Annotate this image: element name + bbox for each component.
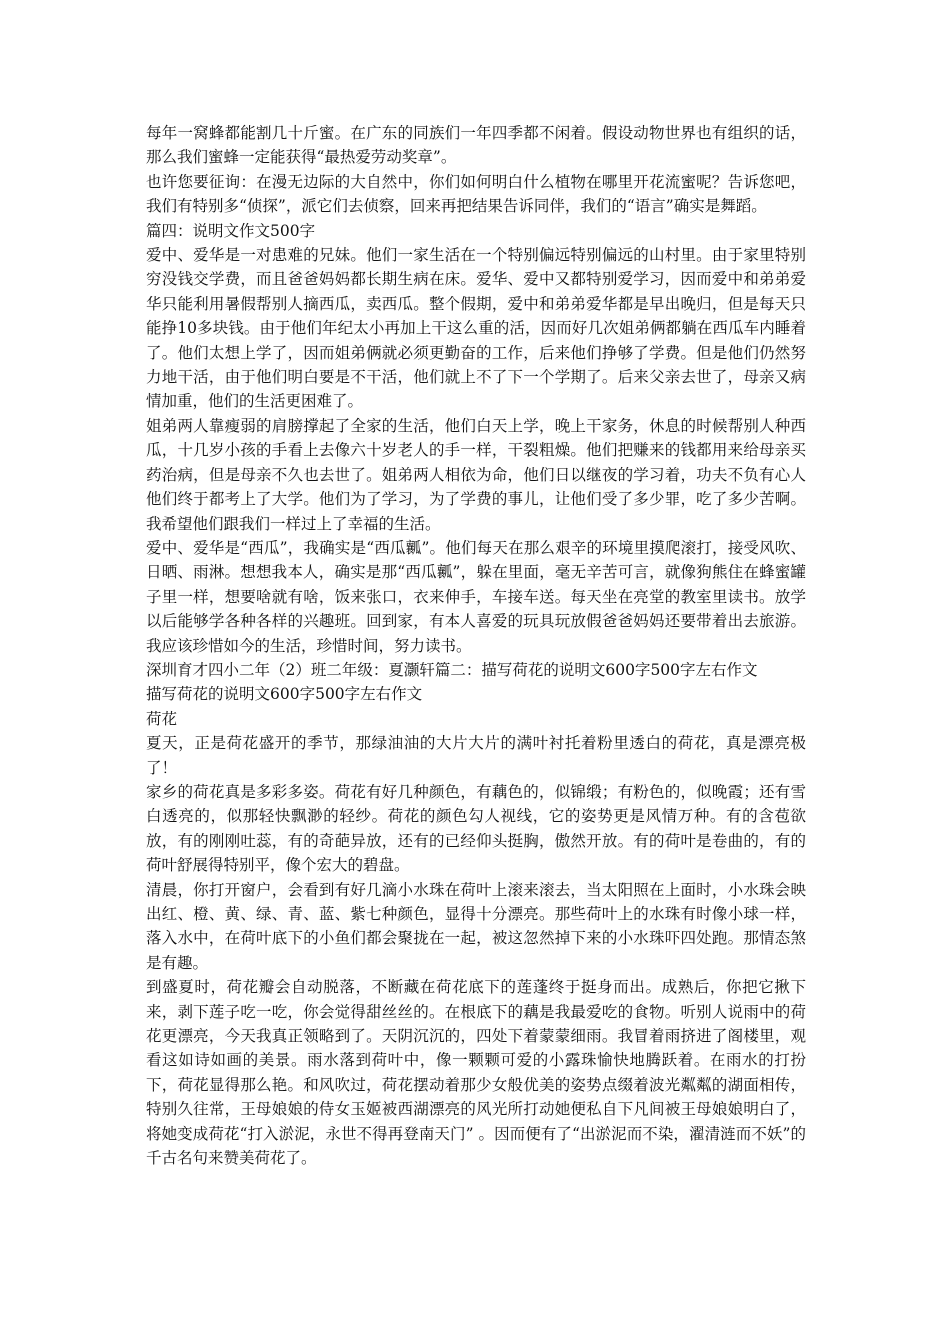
paragraph-lotus-midsummer: 到盛夏时，荷花瓣会自动脱落，不断藏在荷花底下的莲蓬终于挺身而出。成熟后，你把它揪下来，剥下莲子吃一吃，你会觉得甜丝丝的。在根底下的藕是我最爱吃的食物。听别人说雨中的荷花更漂亮，今天我真正领略到了。天阴沉沉的，四处下着蒙蒙细雨。我冒着雨挤进了阁楼里，观看这如诗如画的美景。雨水落到荷叶中，像一颗颗可爱的小露珠愉快地腾跃着。在雨水的打扮下，荷花显得那么艳。和风吹过，荷花摆动着那少女般优美的姿势点缀着波光粼粼的湖面相传，特别久往常，王母娘娘的侍女玉姬被西湖漂亮的风光所打动她便私自下凡间被王母娘娘明白了，将她变成荷花“打入淤泥，永世不得再登南天门” 。因而便有了“出淤泥而不染，濯清涟而不妖”的千古名句来赞美荷花了。 bbox=[146, 978, 806, 1168]
essay-title-lotus: 荷花 bbox=[146, 709, 178, 728]
paragraph-lotus-summer: 夏天，正是荷花盛开的季节，那绿油油的大片大片的满叶衬托着粉里透白的荷花，真是漂亮极了！ bbox=[146, 734, 806, 777]
paragraph-siblings-life: 姐弟两人靠瘦弱的肩膀撑起了全家的生活，他们白天上学，晚上干家务，休息的时候帮别人种西瓜，十几岁小孩的手看上去像六十岁老人的手一样，干裂粗燥。他们把赚来的钱都用来给母亲买药治病，但是母亲不久也去世了。姐弟两人相依为命，他们日以继夜的学习着，功夫不负有心人他们终于都考上了大学。他们为了学习，为了学费的事儿，让他们受了多少罪，吃了多少苦啊。我希望他们跟我们一样过上了幸福的生活。 bbox=[146, 416, 806, 533]
paragraph-bees-honey: 每年一窝蜂都能割几十斤蜜。在广东的同族们一年四季都不闲着。假设动物世界也有组织的话，那么我们蜜蜂一定能获得“最热爱劳动奖章”。 bbox=[146, 124, 806, 167]
section-heading-part-four: 篇四：说明文作文500字 bbox=[146, 221, 316, 240]
paragraph-lotus-colors: 家乡的荷花真是多彩多姿。荷花有好几种颜色，有藕色的，似锦缎；有粉色的，似晚霞；还有雪白透亮的，似那轻快飘渺的轻纱。荷花的颜色勾人视线，它的姿势更是风情万种。有的含苞欲放，有的刚刚吐蕊，有的奇葩异放，还有的已经仰头挺胸，傲然开放。有的荷叶是卷曲的，有的荷叶舒展得特别平，像个宏大的碧盘。 bbox=[146, 782, 806, 875]
paragraph-bees-dance: 也许您要征询：在漫无边际的大自然中，你们如何明白什么植物在哪里开花流蜜呢？告诉您吧，我们有特别多“侦探”，派它们去侦察，回来再把结果告诉同伴，我们的“语言”确实是舞蹈。 bbox=[146, 172, 806, 216]
paragraph-author-line: 深圳育才四小二年（2）班二年级：夏灏轩篇二：描写荷花的说明文600字500字左右作文 bbox=[146, 660, 758, 679]
paragraph-siblings-story: 爱中、爱华是一对患难的兄妹。他们一家生活在一个特别偏远特别偏远的山村里。由于家里特别穷没钱交学费，而且爸爸妈妈都长期生病在床。爱华、爱中又都特别爱学习，因而爱中和弟弟爱华只能利用暑假帮别人摘西瓜，卖西瓜。整个假期，爱中和弟弟爱华都是早出晚归，但是每天只能挣10多块钱。由于他们年纪太小再加上干这么重的活，因而好几次姐弟俩都躺在西瓜车内睡着了。他们太想上学了，因而姐弟俩就必须更勤奋的工作，后来他们挣够了学费。但是他们仍然努力地干活，由于他们明白要是不干活，他们就上不了下一个学期了。后来父亲去世了，母亲又病情加重，他们的生活更困难了。 bbox=[146, 246, 806, 411]
section-heading-lotus-essay: 描写荷花的说明文600字500字左右作文 bbox=[146, 685, 423, 704]
document-page bbox=[146, 121, 806, 1170]
paragraph-watermelon-reflection: 爱中、爱华是“西瓜”，我确实是“西瓜瓤”。他们每天在那么艰辛的环境里摸爬滚打，接受风吹、日晒、雨淋。想想我本人，确实是那“西瓜瓤”，躲在里面，毫无辛苦可言，就像狗熊住在蜂蜜罐子里一样，想要啥就有啥，饭来张口，衣来伸手，车接车送。每天坐在亮堂的教室里读书。放学以后能够学各种各样的兴趣班。回到家，有本人喜爱的玩具玩放假爸爸妈妈还要带着出去旅游。我应该珍惜如今的生活，珍惜时间，努力读书。 bbox=[146, 538, 806, 655]
paragraph-lotus-morning: 清晨，你打开窗户，会看到有好几滴小水珠在荷叶上滚来滚去，当太阳照在上面时，小水珠会映出红、橙、黄、绿、青、蓝、紫七种颜色，显得十分漂亮。那些荷叶上的水珠有时像小球一样，落入水中，在荷叶底下的小鱼们都会聚拢在一起，被这忽然掉下来的小水珠吓四处跑。那情态煞是有趣。 bbox=[146, 880, 806, 972]
